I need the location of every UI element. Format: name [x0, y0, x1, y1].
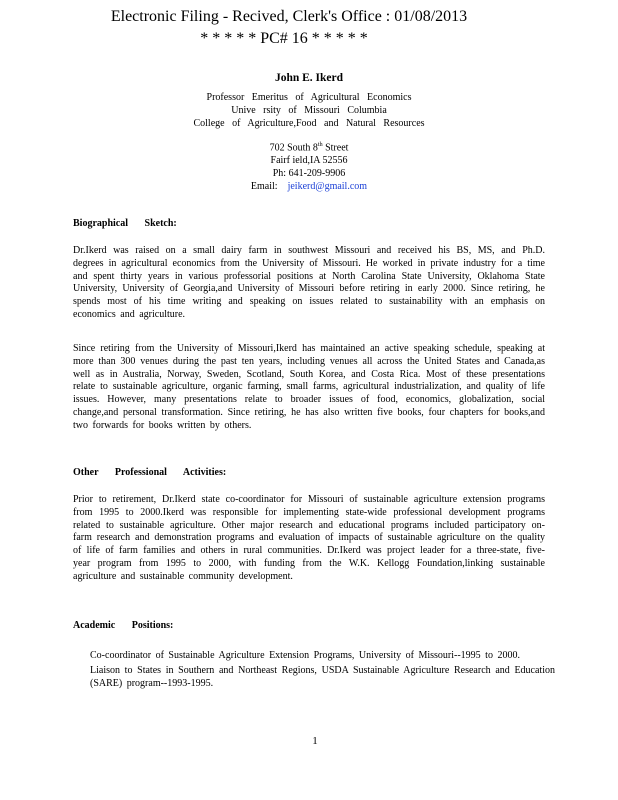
address-email: [0, 180, 618, 193]
bullet-icon: [73, 650, 90, 663]
email-label: Email:: [250, 181, 278, 193]
activities-paragraph: Prior to retirement, Dr.Ikerd state co-coordinator for Missouri of sustainable agriculture extension programs from 1995 to 2000.Ikerd was responsible for implementing state-wide professional development programs related to sustainable agriculture. Other major research and educational programs included participatory on-farm research and demonstration programs and evaluation of impacts of sustainable agriculture on the quality of life of farm families and others in rural communities. Dr.Ikerd was project leader for a three-state, five-year program from 1995 to 2000, with funding from the W.K. Kellogg Foundation,linking sustainable agriculture and sustainable community development.: [73, 494, 545, 582]
author-header: [0, 72, 618, 193]
academic-positions-heading: Academic Positions:: [73, 620, 174, 631]
author-title: Professor Emeritus of Agricultural Economics: [206, 92, 412, 103]
filing-stamp-line1: Electronic Filing - Recived, Clerk's Office : 01/08/2013: [110, 8, 468, 25]
address-street: 702 South 8th Street: [269, 142, 349, 154]
author-college: College of Agriculture,Food and Natural Resources: [193, 118, 425, 129]
author-name: John E. Ikerd: [274, 72, 344, 84]
list-item-text: Co-coordinator of Sustainable Agriculture Extension Programs, University of Missouri--1995 to 2000.: [90, 650, 520, 661]
page-number: 1: [312, 735, 318, 747]
address-block: [0, 139, 618, 193]
list-item: [73, 665, 555, 691]
email-link[interactable]: jeikerd@gmail.com: [287, 181, 368, 193]
other-activities-heading: Other Professional Activities:: [73, 467, 227, 478]
list-item: [73, 650, 555, 663]
bio-paragraph-1: Dr.Ikerd was raised on a small dairy farm in southwest Missouri and received his BS, MS, and Ph.D. degrees in agricultural economics from the University of Missouri. He worked in private industry for a time and spent thirty years in various professorial positions at North Carolina State University, Oklahoma State University, University of Georgia,and University of Missouri before retiring in early 2000. Since retiring, he spends most of his time writing and speaking on issues related to sustainability with an emphasis on economics and agriculture.: [73, 245, 545, 320]
bullet-icon: [73, 665, 90, 691]
bio-paragraph-2: Since retiring from the University of Missouri,Ikerd has maintained an active speaking schedule, speaking at more than 300 venues during the past ten years, including venues all across the United States and Canada,as well as in Australia, Norway, Sweden, Scotland, South Korea, and Costa Rica. Most of these presentations relate to sustainable agriculture, organic farming, small farms, agricultural industrialization, and quality of life issues. However, many presentations relate to broader issues of food, economics, globalization, social change,and personal transformation. Since retiring, he has also written five books, four chapters for books,and two forwards for books written by others.: [73, 343, 545, 431]
biographical-sketch-heading: Biographical Sketch:: [73, 218, 177, 229]
list-item-text: Liaison to States in Southern and Northeast Regions, USDA Sustainable Agriculture Research and Education (SARE) program--1993-1995.: [90, 664, 555, 689]
author-university: Unive rsity of Missouri Columbia: [231, 105, 387, 116]
filing-stamp-line2: * * * * * PC# 16 * * * * *: [200, 30, 368, 47]
academic-positions-list: [73, 650, 555, 692]
address-phone: Ph: 641-209-9906: [272, 168, 346, 180]
address-city: Fairf ield,IA 52556: [270, 155, 348, 167]
